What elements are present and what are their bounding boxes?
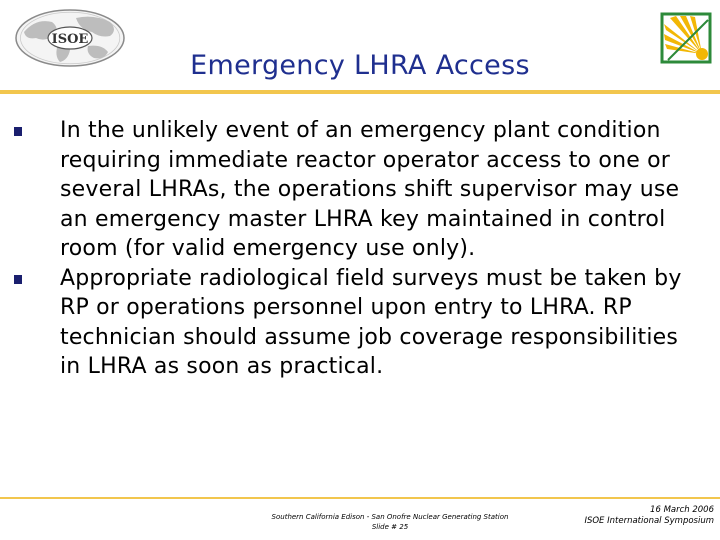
slide-number: Slide # 25: [371, 523, 409, 531]
footer-date: 16 March 2006: [650, 505, 714, 515]
footer-divider: [0, 497, 720, 499]
isoe-globe-logo-icon: [14, 8, 126, 68]
page-title: Emergency LHRA Access: [190, 50, 530, 81]
bullet-text: In the unlikely event of an emergency plant condition requiring immediate reactor operator access to one or several LHRAs, the operations shift supervisor may use an emergency master LHRA key maintained in control room (for valid emergency use only).: [60, 118, 680, 261]
footer-right: [554, 505, 714, 527]
footer-event: ISOE International Symposium: [584, 516, 714, 526]
list-item: [0, 116, 720, 264]
sunburst-logo-icon: [660, 12, 712, 64]
bullet-square-icon: [14, 275, 22, 284]
bullet-text: Appropriate radiological field surveys must be taken by RP or operations personnel upon entry to LHRA. RP technician should assume job coverage responsibilities in LHRA as soon as practical.: [60, 265, 682, 379]
bullet-list: [0, 116, 720, 382]
title-divider: [0, 90, 720, 94]
list-item: [0, 264, 720, 382]
footer-organization: Southern California Edison - San Onofre Nuclear Generating Station: [271, 513, 509, 521]
footer-center: [250, 512, 530, 532]
bullet-square-icon: [14, 127, 22, 136]
logo-text: ISOE: [51, 32, 89, 47]
